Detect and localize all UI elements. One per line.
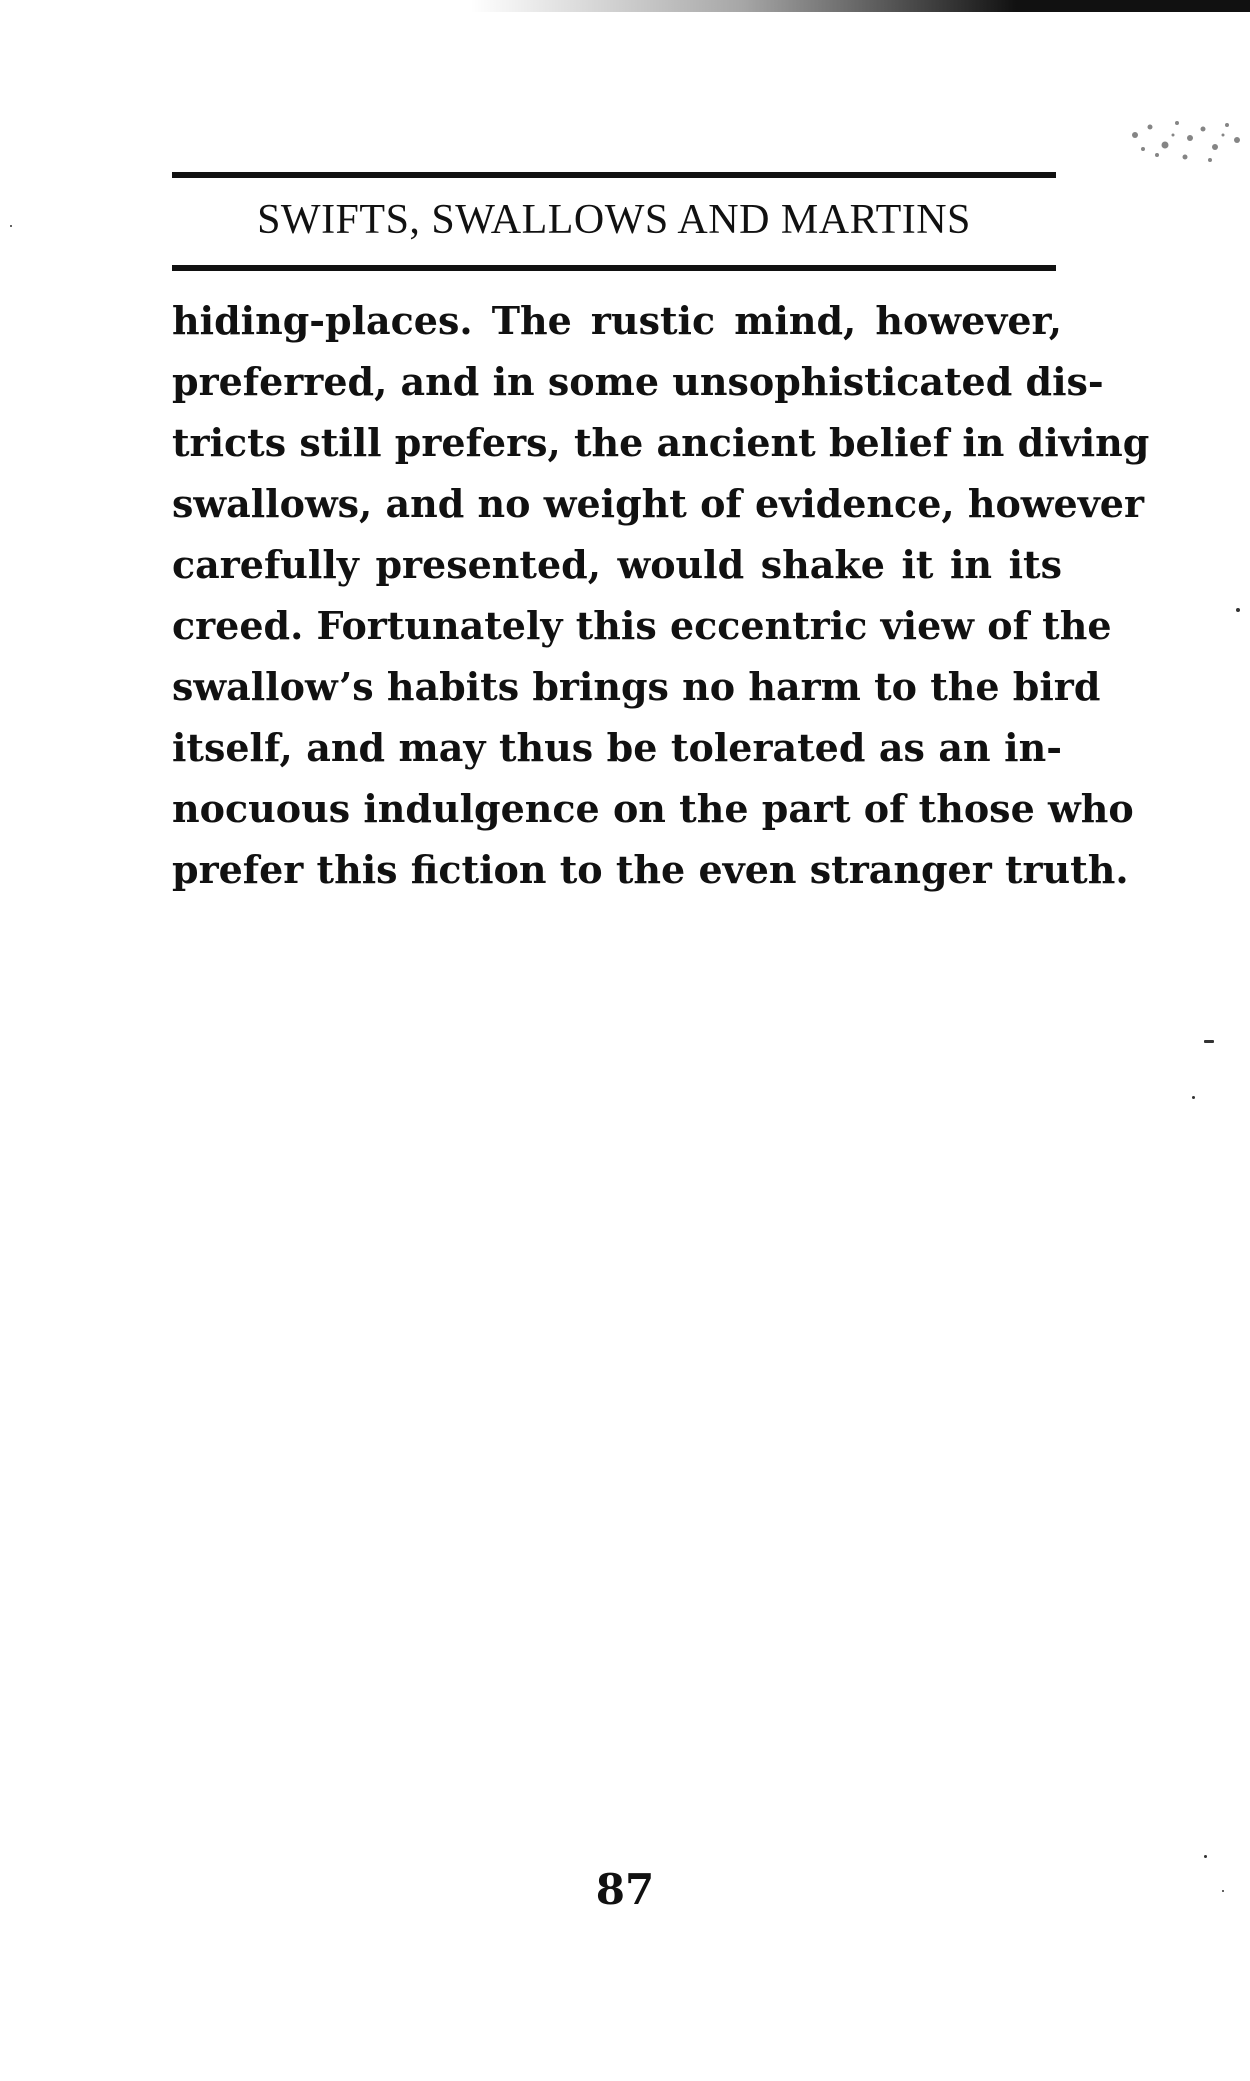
text-line: hiding-places. The rustic mind, however, [172,298,1062,343]
header-rule-bottom [172,265,1056,271]
text-line: preferred, and in some unsophisticated dis- [172,359,1104,404]
text-line: prefer this fiction to the even stranger truth. [172,847,1129,892]
text-line: swallows, and no weight of evidence, however [172,481,1144,526]
scan-speck [10,225,12,227]
running-head: SWIFTS, SWALLOWS AND MARTINS [257,197,971,243]
text-line: swallow’s habits brings no harm to the bird [172,664,1101,709]
text-line: carefully presented, would shake it in its [172,542,1062,587]
text-line: nocuous indulgence on the part of those who [172,786,1134,831]
scan-speck [1222,1890,1224,1892]
scan-speck [1204,1040,1214,1043]
text-line: itself, and may thus be tolerated as an in- [172,725,1062,770]
text-line: tricts still prefers, the ancient belief in diving [172,420,1150,465]
scan-edge-shadow [470,0,1250,12]
header-rule-top [172,172,1056,178]
text-line: creed. Fortunately this eccentric view of the [172,603,1112,648]
body-paragraph [172,290,1150,900]
scan-speck [1236,608,1240,612]
page-number: 87 [595,1865,655,1914]
ink-smudge-decoration [1115,105,1250,175]
scan-speck [1204,1855,1207,1858]
scan-speck [1192,1096,1195,1099]
